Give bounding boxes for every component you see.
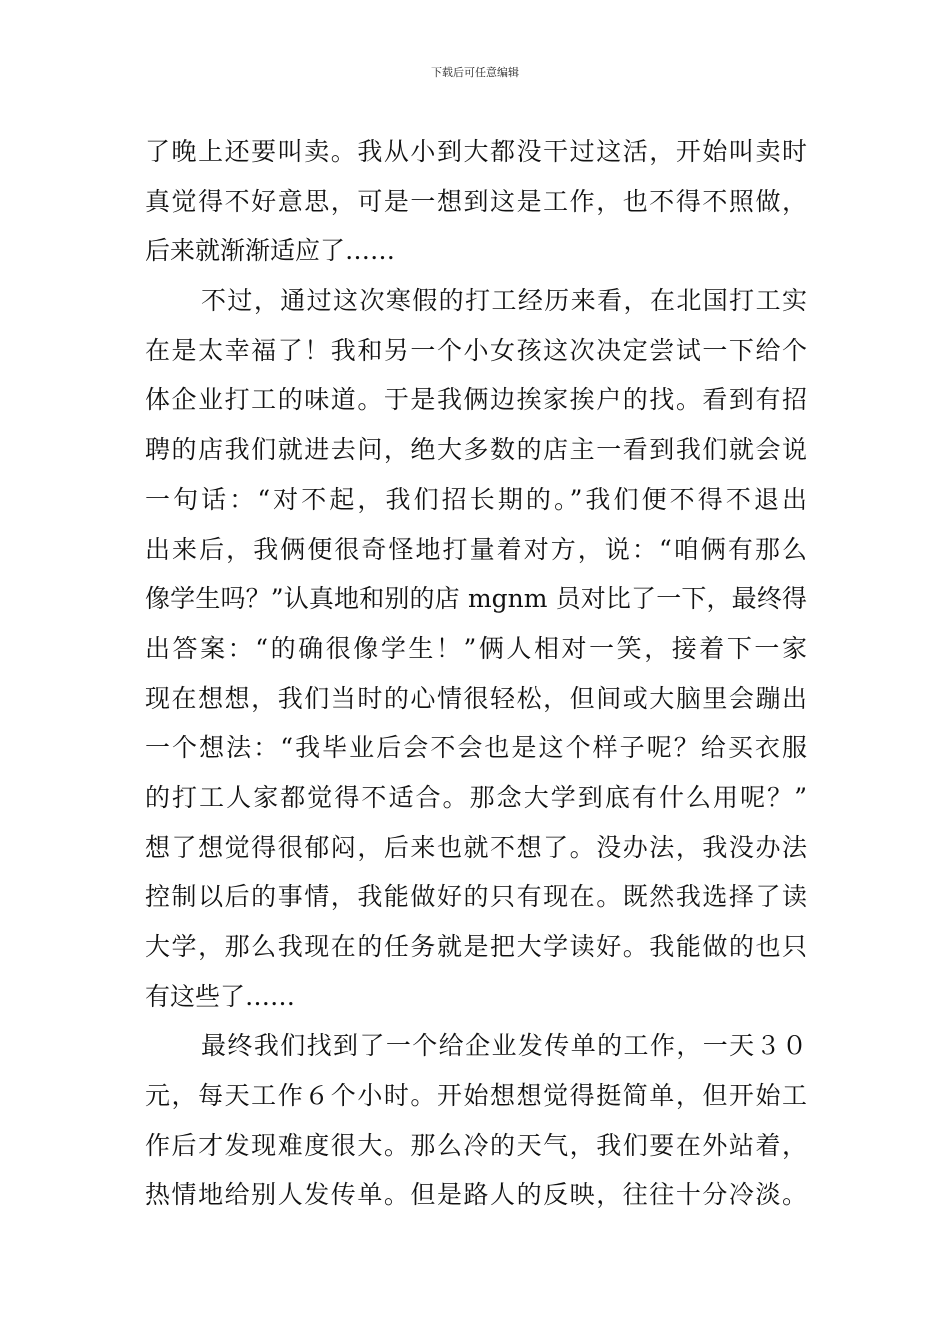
text-line: 体企业打工的味道。于是我俩边挨家挨户的找。看到有招 [145, 385, 807, 415]
text-line: 热情地给别人发传单。但是路人的反映，往往十分冷淡。 [145, 1180, 807, 1210]
text-line: 了晚上还要叫卖。我从小到大都没干过这活，开始叫卖时 [145, 137, 807, 166]
text-line: 出来后，我俩便很奇怪地打量着对方，说：“咱俩有那么 [145, 534, 807, 564]
paragraph [145, 276, 807, 1021]
text-line: 聘的店我们就进去问，绝大多数的店主一看到我们就会说 [145, 435, 807, 465]
text-line: 出答案：“的确很像学生！”俩人相对一笑，接着下一家 [145, 633, 807, 663]
text-line: 像学生吗？”认真地和别的店 mgnm 员对比了一下，最终得 [145, 584, 807, 614]
text-line: 控制以后的事情，我能做好的只有现在。既然我选择了读 [145, 882, 807, 912]
text-line: 不过，通过这次寒假的打工经历来看，在北国打工实 [201, 286, 807, 316]
text-line: 在是太幸福了！我和另一个小女孩这次决定尝试一下给个 [145, 335, 807, 365]
text-line: 作后才发现难度很大。那么冷的天气，我们要在外站着， [145, 1130, 807, 1160]
text-line: 的打工人家都觉得不适合。那念大学到底有什么用呢？” [145, 782, 807, 812]
text-line: 后来就渐渐适应了…… [145, 236, 396, 266]
text-line: 最终我们找到了一个给企业发传单的工作，一天３０ [201, 1031, 807, 1061]
text-line: 一句话：“对不起，我们招长期的。”我们便不得不退出 [145, 484, 807, 514]
page-header: 下载后可任意编辑 [431, 66, 519, 79]
text-line: 一个想法：“我毕业后会不会也是这个样子呢？给买衣服 [145, 733, 807, 763]
text-line: 有这些了…… [145, 981, 296, 1011]
text-line: 真觉得不好意思，可是一想到这是工作，也不得不照做， [145, 186, 807, 216]
text-line: 大学，那么我现在的任务就是把大学读好。我能做的也只 [145, 932, 807, 961]
paragraph [145, 1021, 807, 1220]
text-line: 元，每天工作６个小时。开始想想觉得挺简单，但开始工 [145, 1081, 807, 1111]
document-body [145, 127, 807, 1220]
text-line: 现在想想，我们当时的心情很轻松，但间或大脑里会蹦出 [145, 683, 807, 713]
text-line: 想了想觉得很郁闷，后来也就不想了。没办法，我没办法 [145, 832, 807, 862]
paragraph [145, 127, 807, 276]
